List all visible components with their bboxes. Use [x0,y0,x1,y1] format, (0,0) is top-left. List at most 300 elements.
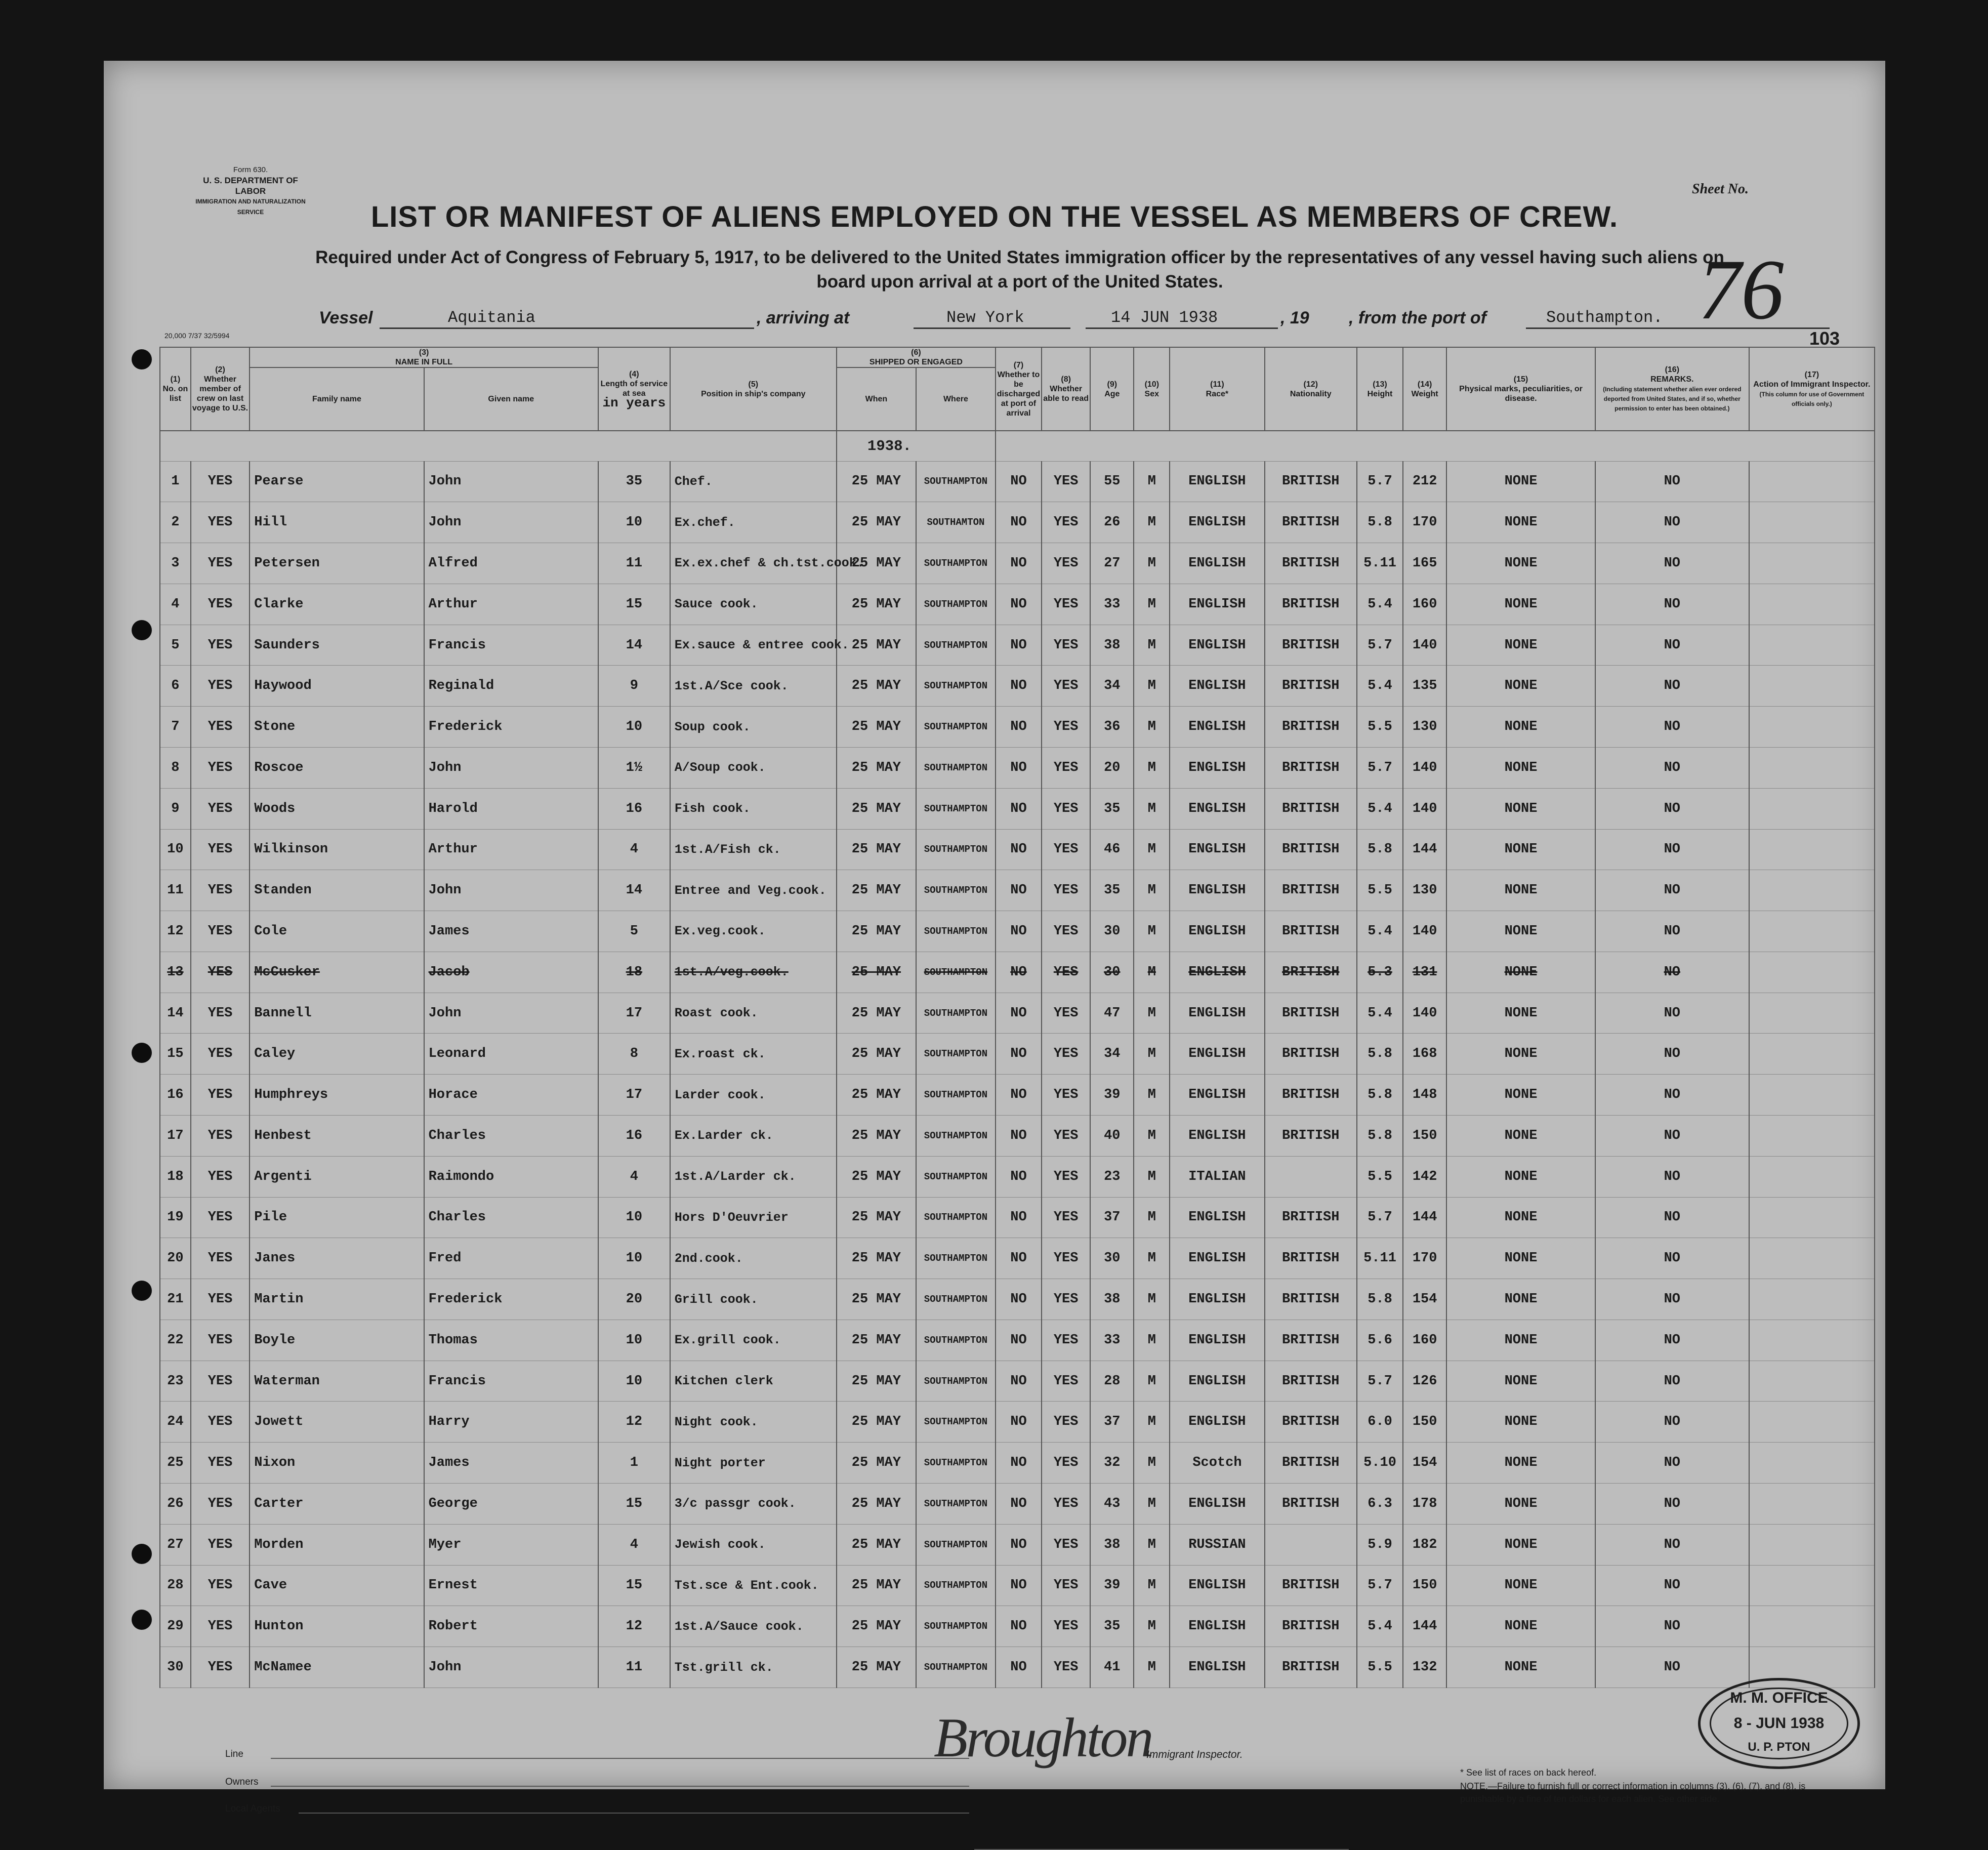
cell-prev-voyage: YES [191,1402,250,1443]
cell-discharged: NO [996,1238,1042,1279]
col-header-age: (9) Age [1090,347,1134,431]
sheet-number: 103 [1809,328,1840,349]
cell-given-name: Robert [424,1606,598,1647]
cell-prev-voyage: YES [191,502,250,543]
cell-row-number: 19 [160,1197,191,1238]
cell-service-years: 14 [598,625,670,666]
cell-shipped-when: 25 MAY [837,625,916,666]
cell-weight: 150 [1403,1116,1446,1157]
cell-given-name: Thomas [424,1320,598,1361]
cell-row-number: 30 [160,1647,191,1688]
cell-inspector-action [1749,1606,1875,1647]
cell-shipped-when: 25 MAY [837,1524,916,1565]
cell-inspector-action [1749,829,1875,870]
col-header-prev-voyage: (2) Whether member of crew on last voyage to U.S. [191,347,250,431]
cell-row-number: 21 [160,1279,191,1320]
col-header-remarks: (16) REMARKS. (Including statement whether alien ever ordered deported from United States, and if so, whether permission to enter has been obtained.) [1595,347,1749,431]
cell-row-number: 1 [160,461,191,502]
cell-height: 5.4 [1357,788,1403,829]
cell-sex: M [1134,993,1170,1034]
cell-shipped-when: 25 MAY [837,1647,916,1688]
cell-height: 5.5 [1357,1156,1403,1197]
cell-nationality: BRITISH [1265,1443,1357,1484]
cell-row-number: 29 [160,1606,191,1647]
table-row [160,502,1875,543]
cell-family-name: Clarke [250,584,424,625]
table-row [160,625,1875,666]
cell-prev-voyage: YES [191,1116,250,1157]
cell-weight: 170 [1403,1238,1446,1279]
cell-prev-voyage: YES [191,911,250,952]
cell-row-number: 28 [160,1565,191,1606]
cell-family-name: Argenti [250,1156,424,1197]
cell-height: 5.11 [1357,543,1403,584]
cell-given-name: Horace [424,1075,598,1116]
cell-discharged: NO [996,870,1042,911]
cell-row-number: 11 [160,870,191,911]
cell-remarks: NO [1595,584,1749,625]
cell-able-to-read: YES [1042,1238,1090,1279]
table-row [160,707,1875,748]
arriving-label: , arriving at [757,308,850,327]
cell-able-to-read: YES [1042,1647,1090,1688]
cell-discharged: NO [996,1606,1042,1647]
cell-nationality: BRITISH [1265,666,1357,707]
cell-remarks: NO [1595,502,1749,543]
cell-prev-voyage: YES [191,1647,250,1688]
cell-able-to-read: YES [1042,788,1090,829]
cell-given-name: James [424,911,598,952]
cell-physical-marks: NONE [1446,952,1595,993]
cell-age: 47 [1090,993,1134,1034]
cell-family-name: Haywood [250,666,424,707]
cell-family-name: Stone [250,707,424,748]
cell-shipped-when: 25 MAY [837,543,916,584]
race-note: * See list of races on back hereof. [1460,1767,1597,1778]
stamp-office: M. M. OFFICE [1730,1690,1828,1706]
cell-age: 39 [1090,1565,1134,1606]
cell-service-years: 17 [598,993,670,1034]
cell-able-to-read: YES [1042,707,1090,748]
cell-shipped-when: 25 MAY [837,1116,916,1157]
cell-given-name: Arthur [424,829,598,870]
cell-nationality: BRITISH [1265,461,1357,502]
cell-sex: M [1134,1320,1170,1361]
col-header-read: (8) Whether able to read [1042,347,1090,431]
table-row [160,1197,1875,1238]
cell-nationality: BRITISH [1265,584,1357,625]
cell-able-to-read: YES [1042,1075,1090,1116]
cell-race: ENGLISH [1170,625,1264,666]
departure-port: Southampton. [1546,308,1663,327]
cell-position: Ex.ex.chef & ch.tst.cook. [670,543,837,584]
cell-remarks: NO [1595,870,1749,911]
cell-weight: 160 [1403,584,1446,625]
table-row [160,1320,1875,1361]
cell-given-name: James [424,1443,598,1484]
cell-position: Night porter [670,1443,837,1484]
cell-age: 30 [1090,1238,1134,1279]
cell-height: 5.11 [1357,1238,1403,1279]
cell-height: 5.7 [1357,747,1403,788]
cell-height: 5.3 [1357,952,1403,993]
cell-sex: M [1134,1034,1170,1075]
handwritten-number: 76 [1698,242,1784,337]
cell-row-number: 8 [160,747,191,788]
cell-prev-voyage: YES [191,461,250,502]
cell-race: ENGLISH [1170,666,1264,707]
vessel-name: Aquitania [448,308,535,327]
col-header-family-name: Family name [250,367,424,431]
cell-sex: M [1134,1238,1170,1279]
cell-family-name: Hill [250,502,424,543]
punch-hole [132,1281,152,1301]
cell-race: ENGLISH [1170,1279,1264,1320]
cell-given-name: Alfred [424,543,598,584]
cell-height: 5.7 [1357,461,1403,502]
cell-family-name: Morden [250,1524,424,1565]
cell-row-number: 12 [160,911,191,952]
cell-remarks: NO [1595,1565,1749,1606]
cell-physical-marks: NONE [1446,1156,1595,1197]
cell-age: 38 [1090,1524,1134,1565]
cell-family-name: Roscoe [250,747,424,788]
cell-weight: 135 [1403,666,1446,707]
cell-shipped-where: SOUTHAMPTON [916,1197,996,1238]
cell-weight: 178 [1403,1484,1446,1525]
cell-service-years: 20 [598,1279,670,1320]
cell-inspector-action [1749,1197,1875,1238]
cell-weight: 168 [1403,1034,1446,1075]
cell-shipped-when: 25 MAY [837,747,916,788]
cell-age: 32 [1090,1443,1134,1484]
table-row [160,666,1875,707]
cell-weight: 131 [1403,952,1446,993]
table-row [160,1606,1875,1647]
cell-shipped-where: SOUTHAMPTON [916,1238,996,1279]
cell-service-years: 16 [598,1116,670,1157]
cell-inspector-action [1749,1320,1875,1361]
cell-shipped-where: SOUTHAMPTON [916,1156,996,1197]
cell-inspector-action [1749,707,1875,748]
col-header-discharged: (7) Whether to be discharged at port of arrival [996,347,1042,431]
cell-physical-marks: NONE [1446,1361,1595,1402]
cell-age: 43 [1090,1484,1134,1525]
cell-service-years: 14 [598,870,670,911]
form-number: Form 630. [233,166,268,174]
cell-nationality: BRITISH [1265,911,1357,952]
cell-service-years: 1 [598,1443,670,1484]
cell-remarks: NO [1595,1075,1749,1116]
cell-row-number: 15 [160,1034,191,1075]
cell-given-name: John [424,461,598,502]
cell-age: 46 [1090,829,1134,870]
cell-discharged: NO [996,461,1042,502]
cell-prev-voyage: YES [191,1238,250,1279]
cell-height: 5.4 [1357,584,1403,625]
cell-age: 34 [1090,1034,1134,1075]
cell-shipped-where: SOUTHAMPTON [916,1320,996,1361]
cell-service-years: 15 [598,1484,670,1525]
cell-sex: M [1134,1647,1170,1688]
cell-weight: 170 [1403,502,1446,543]
cell-service-years: 4 [598,1156,670,1197]
cell-height: 5.9 [1357,1524,1403,1565]
cell-age: 35 [1090,870,1134,911]
table-row [160,1443,1875,1484]
cell-given-name: John [424,870,598,911]
cell-able-to-read: YES [1042,993,1090,1034]
col-header-action: (17) Action of Immigrant Inspector. (This column for use of Government officials only.) [1749,347,1875,431]
cell-service-years: 8 [598,1034,670,1075]
cell-position: Chef. [670,461,837,502]
cell-position: 1st.A/Sauce cook. [670,1606,837,1647]
cell-age: 33 [1090,584,1134,625]
cell-shipped-when: 25 MAY [837,1361,916,1402]
cell-discharged: NO [996,584,1042,625]
cell-weight: 160 [1403,1320,1446,1361]
cell-shipped-when: 25 MAY [837,788,916,829]
cell-inspector-action [1749,543,1875,584]
cell-physical-marks: NONE [1446,1075,1595,1116]
col-header-nationality: (12) Nationality [1265,347,1357,431]
cell-shipped-where: SOUTHAMPTON [916,952,996,993]
cell-remarks: NO [1595,1443,1749,1484]
cell-remarks: NO [1595,993,1749,1034]
cell-position: A/Soup cook. [670,747,837,788]
table-row [160,993,1875,1034]
cell-given-name: Raimondo [424,1156,598,1197]
cell-remarks: NO [1595,952,1749,993]
cell-shipped-where: SOUTHAMPTON [916,1606,996,1647]
cell-height: 5.10 [1357,1443,1403,1484]
cell-race: Scotch [1170,1443,1264,1484]
cell-shipped-where: SOUTHAMPTON [916,1484,996,1525]
cell-given-name: Frederick [424,707,598,748]
cell-family-name: McNamee [250,1647,424,1688]
cell-nationality: BRITISH [1265,1034,1357,1075]
cell-remarks: NO [1595,1484,1749,1525]
cell-height: 5.5 [1357,1647,1403,1688]
cell-prev-voyage: YES [191,952,250,993]
cell-family-name: Nixon [250,1443,424,1484]
cell-row-number: 16 [160,1075,191,1116]
cell-race: ENGLISH [1170,1606,1264,1647]
sheet-no-label: Sheet No. [1692,181,1749,197]
cell-row-number: 20 [160,1238,191,1279]
cell-shipped-when: 25 MAY [837,1606,916,1647]
cell-prev-voyage: YES [191,543,250,584]
cell-remarks: NO [1595,1320,1749,1361]
cell-discharged: NO [996,952,1042,993]
cell-able-to-read: YES [1042,829,1090,870]
table-row [160,788,1875,829]
cell-shipped-when: 25 MAY [837,461,916,502]
cell-race: ENGLISH [1170,1484,1264,1525]
table-row [160,870,1875,911]
cell-position: Tst.sce & Ent.cook. [670,1565,837,1606]
cell-family-name: Henbest [250,1116,424,1157]
cell-race: ENGLISH [1170,1238,1264,1279]
cell-family-name: Jowett [250,1402,424,1443]
cell-remarks: NO [1595,1606,1749,1647]
cell-row-number: 9 [160,788,191,829]
cell-family-name: Cave [250,1565,424,1606]
cell-position: Tst.grill ck. [670,1647,837,1688]
cell-prev-voyage: YES [191,1484,250,1525]
cell-race: ITALIAN [1170,1156,1264,1197]
cell-race: ENGLISH [1170,461,1264,502]
cell-row-number: 13 [160,952,191,993]
cell-service-years: 17 [598,1075,670,1116]
cell-given-name: Leonard [424,1034,598,1075]
cell-sex: M [1134,584,1170,625]
cell-shipped-when: 25 MAY [837,993,916,1034]
cell-physical-marks: NONE [1446,870,1595,911]
table-row [160,1238,1875,1279]
col-header-marks: (15) Physical marks, peculiarities, or disease. [1446,347,1595,431]
cell-shipped-where: SOUTHAMPTON [916,993,996,1034]
cell-discharged: NO [996,1156,1042,1197]
cell-service-years: 10 [598,707,670,748]
cell-height: 5.8 [1357,1279,1403,1320]
cell-sex: M [1134,747,1170,788]
cell-weight: 142 [1403,1156,1446,1197]
cell-shipped-when: 25 MAY [837,707,916,748]
table-row [160,1279,1875,1320]
cell-age: 33 [1090,1320,1134,1361]
cell-sex: M [1134,911,1170,952]
cell-family-name: Standen [250,870,424,911]
cell-shipped-where: SOUTHAMPTON [916,1443,996,1484]
cell-row-number: 4 [160,584,191,625]
cell-prev-voyage: YES [191,1279,250,1320]
cell-physical-marks: NONE [1446,1606,1595,1647]
cell-nationality: BRITISH [1265,1647,1357,1688]
cell-shipped-where: SOUTHAMPTON [916,1402,996,1443]
cell-remarks: NO [1595,1156,1749,1197]
cell-physical-marks: NONE [1446,1034,1595,1075]
col-header-given-name: Given name [424,367,598,431]
cell-inspector-action [1749,1034,1875,1075]
cell-prev-voyage: YES [191,707,250,748]
cell-shipped-when: 25 MAY [837,1238,916,1279]
cell-height: 5.7 [1357,1565,1403,1606]
col-header-when: When [837,367,916,431]
cell-given-name: Fred [424,1238,598,1279]
cell-discharged: NO [996,625,1042,666]
table-row [160,747,1875,788]
cell-position: 1st.A/Sce cook. [670,666,837,707]
cell-inspector-action [1749,788,1875,829]
cell-able-to-read: YES [1042,952,1090,993]
table-row [160,1565,1875,1606]
cell-prev-voyage: YES [191,1156,250,1197]
cell-height: 5.4 [1357,1606,1403,1647]
cell-age: 35 [1090,788,1134,829]
cell-nationality: BRITISH [1265,502,1357,543]
cell-sex: M [1134,952,1170,993]
cell-position: Hors D'Oeuvrier [670,1197,837,1238]
cell-discharged: NO [996,707,1042,748]
cell-discharged: NO [996,911,1042,952]
cell-height: 5.5 [1357,870,1403,911]
cell-remarks: NO [1595,1279,1749,1320]
cell-height: 5.6 [1357,1320,1403,1361]
cell-shipped-where: SOUTHAMPTON [916,1565,996,1606]
cell-discharged: NO [996,829,1042,870]
cell-sex: M [1134,1402,1170,1443]
cell-row-number: 24 [160,1402,191,1443]
cell-position: Ex.sauce & entree cook. [670,625,837,666]
cell-remarks: NO [1595,461,1749,502]
cell-race: ENGLISH [1170,870,1264,911]
cell-family-name: Boyle [250,1320,424,1361]
cell-age: 38 [1090,625,1134,666]
cell-given-name: Charles [424,1116,598,1157]
cell-inspector-action [1749,911,1875,952]
cell-nationality: BRITISH [1265,747,1357,788]
cell-inspector-action [1749,502,1875,543]
cell-shipped-where: SOUTHAMPTON [916,584,996,625]
cell-height: 5.7 [1357,1361,1403,1402]
cell-position: Sauce cook. [670,584,837,625]
cell-inspector-action [1749,1116,1875,1157]
cell-height: 5.8 [1357,1075,1403,1116]
col-header-race: (11) Race* [1170,347,1264,431]
arrival-date: 14 JUN 1938 [1111,308,1218,327]
cell-prev-voyage: YES [191,1443,250,1484]
cell-able-to-read: YES [1042,870,1090,911]
cell-physical-marks: NONE [1446,625,1595,666]
cell-sex: M [1134,1565,1170,1606]
cell-remarks: NO [1595,1524,1749,1565]
cell-able-to-read: YES [1042,1443,1090,1484]
cell-able-to-read: YES [1042,1116,1090,1157]
cell-sex: M [1134,1524,1170,1565]
cell-weight: 140 [1403,625,1446,666]
cell-nationality: BRITISH [1265,1606,1357,1647]
cell-remarks: NO [1595,1116,1749,1157]
cell-service-years: 4 [598,829,670,870]
cell-position: Soup cook. [670,707,837,748]
table-row [160,1156,1875,1197]
cell-shipped-where: SOUTHAMPTON [916,1075,996,1116]
cell-physical-marks: NONE [1446,1443,1595,1484]
cell-prev-voyage: YES [191,829,250,870]
cell-weight: 130 [1403,707,1446,748]
cell-able-to-read: YES [1042,1402,1090,1443]
cell-sex: M [1134,1197,1170,1238]
stamp-location: U. P. PTON [1748,1740,1810,1754]
cell-weight: 140 [1403,788,1446,829]
cell-family-name: Petersen [250,543,424,584]
cell-inspector-action [1749,1402,1875,1443]
cell-shipped-where: SOUTHAMPTON [916,747,996,788]
cell-weight: 126 [1403,1361,1446,1402]
cell-inspector-action [1749,1238,1875,1279]
cell-family-name: Caley [250,1034,424,1075]
cell-sex: M [1134,543,1170,584]
table-row [160,543,1875,584]
cell-family-name: Cole [250,911,424,952]
cell-family-name: McCusker [250,952,424,993]
cell-family-name: Waterman [250,1361,424,1402]
cell-sex: M [1134,461,1170,502]
cell-inspector-action [1749,461,1875,502]
cell-nationality: BRITISH [1265,1484,1357,1525]
cell-physical-marks: NONE [1446,788,1595,829]
